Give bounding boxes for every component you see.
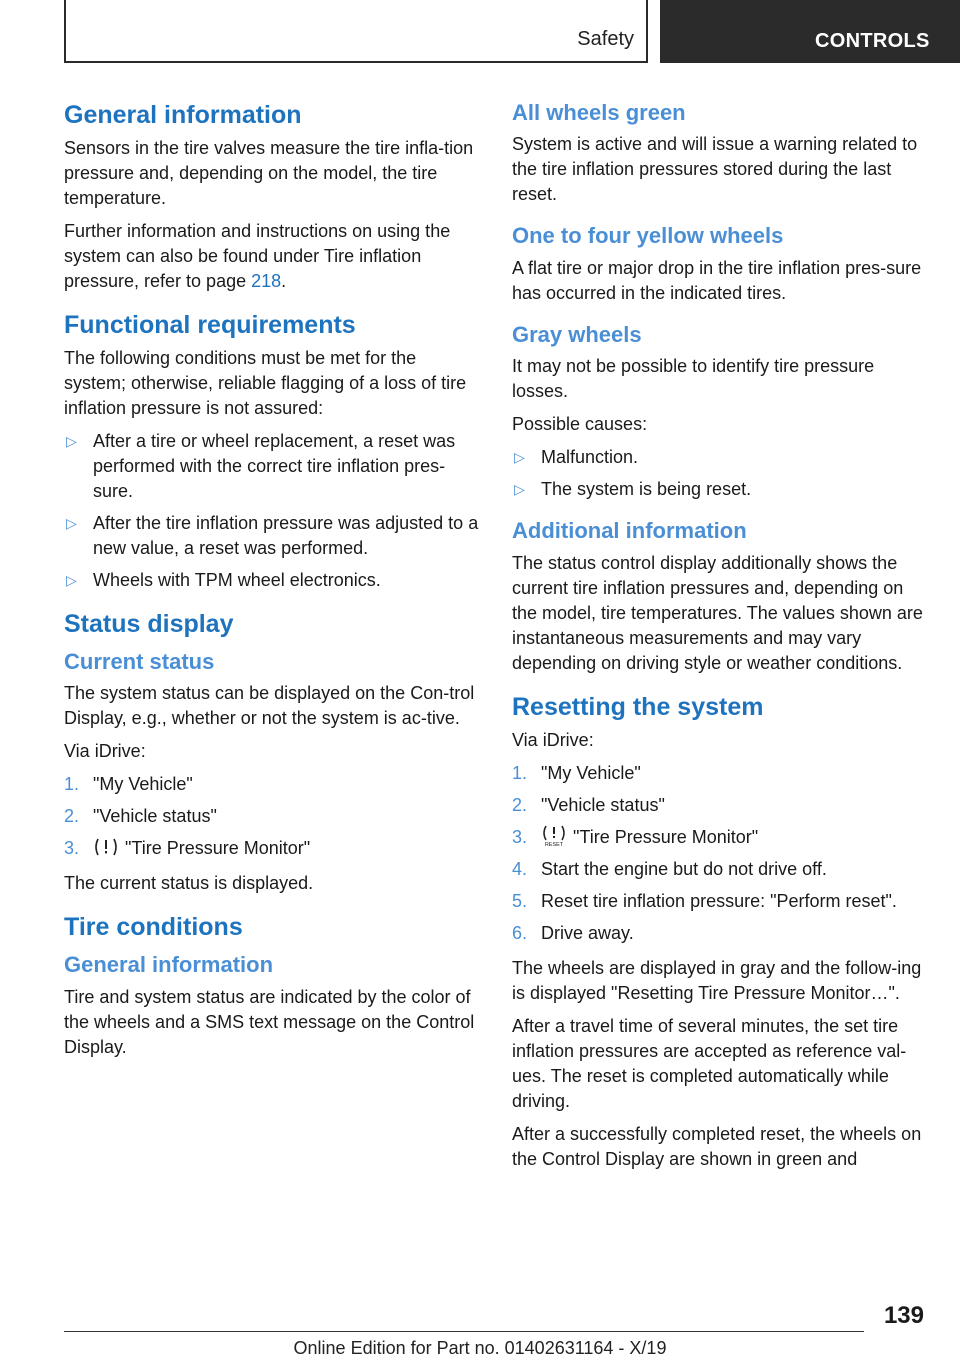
list-item [512, 825, 928, 850]
triangle-bullet-icon: ▷ [514, 449, 525, 466]
list-item-text: Malfunction. [541, 447, 639, 468]
page-number: 139 [883, 1302, 924, 1329]
list-item-text: "Vehicle status" [541, 794, 665, 815]
paragraph: Via iDrive: [512, 729, 594, 750]
heading-gray-wheels: Gray wheels [512, 321, 642, 347]
paragraph: Via iDrive: [64, 741, 146, 762]
step-number: 1. [512, 762, 528, 783]
status-steps-list [64, 772, 480, 861]
heading-functional-requirements: Functional requirements [64, 311, 356, 339]
heading-general-information: General information [64, 101, 302, 129]
list-item [64, 568, 480, 593]
paragraph: A flat tire or major drop in the tire inflation pres-sure has occurred in the indicated tires. [512, 257, 922, 303]
list-item [512, 445, 928, 470]
paragraph: After a successfully completed reset, the wheels on the Control Display are shown in green and [512, 1123, 922, 1169]
list-item-text: The system is being reset. [541, 479, 752, 500]
right-column [512, 100, 928, 1180]
text: . [281, 271, 287, 291]
list-item [512, 477, 928, 502]
step-number: 3. [64, 838, 80, 859]
paragraph: The system status can be displayed on the Con-trol Display, e.g., whether or not the system is ac-tive. [64, 683, 475, 729]
step-number: 2. [512, 794, 528, 815]
list-item-text: After the tire inflation pressure was adjusted to a new value, a reset was performed. [93, 513, 479, 558]
heading-general-information-2: General information [64, 952, 274, 978]
paragraph: System is active and will issue a warning related to the tire inflation pressures stored during the last reset. [512, 134, 918, 205]
tire-pressure-reset-icon [541, 825, 567, 847]
heading-all-wheels-green: All wheels green [512, 100, 686, 125]
causes-list [512, 445, 928, 502]
reset-steps-list [512, 761, 928, 946]
triangle-bullet-icon: ▷ [514, 481, 525, 498]
list-item-text: Drive away. [541, 922, 634, 943]
list-item [64, 836, 480, 861]
triangle-bullet-icon: ▷ [66, 572, 77, 588]
list-item [64, 429, 480, 504]
list-item [64, 511, 480, 561]
paragraph: Sensors in the tire valves measure the tire infla-tion pressure and, depending on the model, the tire temperature. [64, 138, 474, 208]
paragraph: The status control display additionally shows the current tire inflation pressures and, depending on the model, tire temperatures. The values shown are instantaneous measurements and may vary depending on driving style or weather conditions. [512, 552, 923, 673]
requirements-list [64, 429, 480, 593]
footer-divider [64, 1331, 864, 1332]
header-section: Safety [577, 28, 634, 50]
reset-icon-label: RESET [544, 841, 564, 847]
step-number: 5. [512, 890, 528, 911]
heading-resetting-the-system: Resetting the system [512, 692, 764, 721]
paragraph: The wheels are displayed in gray and the follow-ing is displayed "Resetting Tire Pressure Monitor…". [512, 957, 922, 1003]
list-item-text: "Tire Pressure Monitor" [125, 838, 311, 859]
step-number: 4. [512, 858, 528, 879]
list-item [64, 772, 480, 797]
step-number: 3. [512, 826, 528, 847]
list-item-text: After a tire or wheel replacement, a reset was performed with the correct tire inflation pres-sure. [93, 431, 456, 501]
paragraph: Tire and system status are indicated by the color of the wheels and a SMS text message on the Control Display. [64, 986, 475, 1057]
tire-pressure-warning-icon [93, 836, 119, 858]
list-item [512, 761, 928, 786]
header-frame [64, 0, 648, 63]
heading-yellow-wheels: One to four yellow wheels [512, 223, 784, 249]
heading-current-status: Current status [64, 649, 215, 674]
list-item [512, 921, 928, 946]
paragraph: Possible causes: [512, 414, 648, 435]
paragraph [64, 219, 480, 294]
footer-edition: Online Edition for Part no. 01402631164 - X/19 [293, 1338, 667, 1358]
triangle-bullet-icon: ▷ [66, 433, 77, 449]
heading-additional-information: Additional information [512, 518, 747, 544]
list-item-text: "My Vehicle" [541, 762, 641, 783]
list-item [512, 793, 928, 818]
list-item [64, 804, 480, 829]
step-number: 6. [512, 922, 528, 943]
paragraph: The following conditions must be met for the system; otherwise, reliable flagging of a loss of tire inflation pressure is not assured: [64, 348, 467, 418]
page-link[interactable]: 218 [251, 271, 282, 291]
left-column [64, 100, 480, 1068]
heading-status-display: Status display [64, 610, 234, 638]
triangle-bullet-icon: ▷ [66, 515, 77, 531]
list-item-text: "Vehicle status" [93, 806, 217, 827]
paragraph: The current status is displayed. [64, 873, 314, 894]
step-number: 2. [64, 806, 80, 827]
heading-tire-conditions: Tire conditions [64, 913, 243, 942]
list-item [512, 889, 928, 914]
list-item-text: "My Vehicle" [93, 774, 193, 795]
list-item [512, 857, 928, 882]
list-item-text: Wheels with TPM wheel electronics. [93, 570, 381, 590]
header-chapter: CONTROLS [660, 0, 960, 63]
paragraph: After a travel time of several minutes, the set tire inflation pressures are accepted as reference val-ues. The reset is completed automatically while driving. [512, 1015, 907, 1111]
list-item-text: Start the engine but do not drive off. [541, 858, 827, 879]
list-item-text: "Tire Pressure Monitor" [573, 826, 759, 847]
paragraph: It may not be possible to identify tire pressure losses. [512, 356, 875, 402]
step-number: 1. [64, 774, 80, 795]
list-item-text: Reset tire inflation pressure: "Perform reset". [541, 890, 897, 911]
text: Further information and instructions on using the system can also be found under Tire inflation pressure, refer to page [64, 221, 451, 291]
